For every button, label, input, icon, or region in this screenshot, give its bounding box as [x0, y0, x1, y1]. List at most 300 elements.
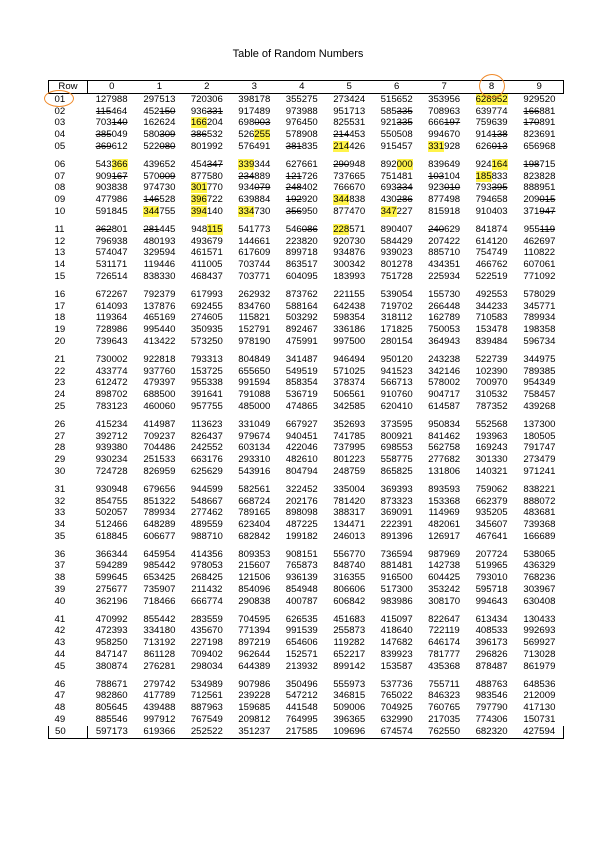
page-title: Table of Random Numbers [232, 48, 364, 60]
table-cell: 549519 [285, 365, 318, 377]
table-cell: 806606 [333, 584, 366, 596]
table-cell: 435368 [428, 660, 461, 672]
table-cell [515, 117, 563, 129]
table-cell: 460060 [143, 400, 176, 412]
highlighted-digits: 164 [491, 158, 508, 170]
table-cell: 298034 [190, 660, 223, 672]
table-cell: 929520 [523, 93, 556, 105]
struck-digits: 286 [396, 194, 413, 206]
table-row [49, 637, 564, 649]
table-cell [231, 159, 278, 171]
table-cell: 995440 [143, 324, 176, 336]
table-cell [183, 117, 230, 129]
table-cell: 891396 [380, 530, 413, 542]
digits: 570 [143, 170, 160, 182]
table-cell: 703771 [238, 270, 271, 282]
table-cell: 110822 [523, 247, 556, 259]
row-label: 17 [54, 300, 66, 312]
table-cell: 751481 [380, 170, 413, 182]
table-cell: 212009 [523, 690, 556, 702]
table-cell: 578908 [285, 129, 318, 141]
digits: 909 [95, 170, 112, 182]
table-cell: 950120 [380, 353, 413, 365]
table-cell: 435670 [190, 625, 223, 637]
table-cell: 823691 [523, 129, 556, 141]
table-cell: 342146 [428, 365, 461, 377]
table-cell: 614093 [95, 300, 128, 312]
row-label: 23 [54, 377, 66, 389]
table-cell: 904717 [428, 389, 461, 401]
table-cell: 209812 [238, 714, 271, 726]
table-cell: 119364 [95, 312, 128, 324]
table-cell: 603134 [238, 442, 271, 454]
highlighted-digits: 396 [190, 194, 207, 206]
table-cell [420, 224, 467, 236]
table-row [49, 259, 564, 271]
row-label: 16 [54, 288, 66, 300]
table-cell: 493679 [190, 235, 223, 247]
struck-digits: 198 [523, 158, 540, 170]
row-label: 47 [54, 690, 66, 702]
table-cell: 293310 [238, 454, 271, 466]
digits: 227 [396, 205, 413, 217]
row-label: 14 [54, 259, 66, 271]
row-label: 01 [54, 93, 66, 105]
table-cell: 639774 [475, 105, 508, 117]
table-cell: 472393 [95, 625, 128, 637]
table-cell: 991594 [238, 377, 271, 389]
table-cell: 417789 [143, 690, 176, 702]
table-row [49, 614, 564, 626]
table-cell: 907986 [238, 678, 271, 690]
table-cell: 477986 [95, 194, 128, 206]
row-label: 45 [54, 660, 66, 672]
table-row [49, 549, 564, 561]
table-cell: 345607 [475, 519, 508, 531]
table-cell: 346815 [333, 690, 366, 702]
digits: 934 [238, 182, 255, 194]
table-cell: 380874 [95, 660, 128, 672]
table-cell: 848740 [333, 560, 366, 572]
table-cell: 255873 [333, 625, 366, 637]
table-cell [515, 206, 563, 218]
table-cell: 625629 [190, 465, 223, 477]
table-row [49, 141, 564, 153]
table-cell: 692455 [190, 300, 223, 312]
table-cell: 308170 [428, 595, 461, 607]
struck-digits: 947 [539, 205, 556, 217]
table-cell: 801223 [333, 454, 366, 466]
table-cell: 997912 [143, 714, 176, 726]
digits: 666 [428, 117, 445, 129]
table-cell: 239228 [238, 690, 271, 702]
table-cell: 503292 [285, 312, 318, 324]
table-cell: 290838 [238, 595, 271, 607]
table-row [49, 336, 564, 348]
table-cell: 854948 [285, 584, 318, 596]
table-cell: 846323 [428, 690, 461, 702]
digits: 955 [523, 223, 540, 235]
table-cell: 152571 [285, 649, 318, 661]
row-label: 18 [54, 312, 66, 324]
table-cell: 171825 [380, 324, 413, 336]
table-cell: 400787 [285, 595, 318, 607]
table-row [49, 679, 564, 691]
digits: 402 [301, 182, 318, 194]
digits: 445 [159, 223, 176, 235]
table-cell: 618845 [95, 530, 128, 542]
table-cell: 543916 [238, 465, 271, 477]
table-cell: 946494 [333, 353, 366, 365]
struck-digits: 015 [539, 194, 556, 206]
digits: 838 [349, 194, 366, 206]
struck-digits: 369 [95, 140, 112, 152]
digits: 921 [380, 117, 397, 129]
table-cell: 606842 [333, 595, 366, 607]
digits: 526 [238, 129, 255, 141]
table-cell: 762550 [420, 726, 467, 738]
table-cell [468, 129, 515, 141]
table-cell: 597173 [88, 726, 136, 738]
table-cell: 573250 [190, 335, 223, 347]
table-cell: 502057 [95, 507, 128, 519]
digits: 722 [206, 194, 223, 206]
table-cell: 350935 [190, 324, 223, 336]
table-cell [136, 129, 183, 141]
table-cell: 519965 [475, 560, 508, 572]
row-01-circle-annotation [44, 90, 74, 107]
highlighted-digits: 301 [190, 182, 207, 194]
table-cell: 865825 [380, 465, 413, 477]
table-cell: 398178 [238, 93, 271, 105]
table-row [49, 224, 564, 236]
table-row [49, 661, 564, 673]
table-cell: 134471 [333, 519, 366, 531]
table-cell: 939380 [95, 442, 128, 454]
table-cell: 199182 [285, 530, 318, 542]
table-cell: 937760 [143, 365, 176, 377]
table-cell: 854096 [238, 584, 271, 596]
table-cell: 617609 [238, 247, 271, 259]
table-row [49, 531, 564, 543]
table-cell: 193963 [475, 430, 508, 442]
table-cell: 822647 [428, 613, 461, 625]
row-label: 36 [54, 548, 66, 560]
highlighted-digits: 214 [333, 140, 350, 152]
table-row [49, 496, 564, 508]
highlighted-digits: 166 [190, 117, 207, 129]
table-cell: 730002 [95, 353, 128, 365]
table-cell: 679656 [143, 483, 176, 495]
table-cell: 300342 [333, 259, 366, 271]
table-cell [515, 224, 563, 236]
table-cell: 466762 [475, 259, 508, 271]
table-cell: 736594 [380, 548, 413, 560]
row-label: 49 [54, 714, 66, 726]
table-cell: 839484 [475, 335, 508, 347]
row-label: 21 [54, 353, 66, 365]
table-cell: 475991 [285, 335, 318, 347]
struck-digits: 192 [285, 194, 302, 206]
table-cell: 739643 [95, 335, 128, 347]
table-cell: 703744 [238, 259, 271, 271]
table-cell: 482061 [428, 519, 461, 531]
struck-digits: 080 [159, 140, 176, 152]
table-cell: 994643 [475, 595, 508, 607]
table-cell: 916500 [380, 572, 413, 584]
table-cell: 939023 [380, 247, 413, 259]
table-cell: 541773 [238, 223, 271, 235]
table-cell: 578029 [523, 288, 556, 300]
table-cell: 144661 [238, 235, 271, 247]
table-body [49, 93, 564, 738]
table-cell: 604095 [285, 270, 318, 282]
table-row [49, 236, 564, 248]
table-cell [183, 129, 230, 141]
table-cell: 318112 [381, 312, 413, 324]
table-cell: 310532 [475, 389, 508, 401]
table-cell: 467641 [475, 530, 508, 542]
table-cell: 644389 [238, 660, 271, 672]
table-row [49, 419, 564, 431]
table-cell: 482610 [285, 454, 318, 466]
highlighted-digits: 344 [143, 205, 160, 217]
struck-digits: 334 [396, 182, 413, 194]
table-cell: 718466 [143, 595, 176, 607]
digits: 920 [301, 194, 318, 206]
table-cell: 627661 [285, 158, 318, 170]
table-cell: 344975 [523, 353, 556, 365]
table-cell: 713192 [143, 637, 176, 649]
table-cell [278, 206, 325, 218]
table-cell: 211432 [191, 584, 223, 596]
table-cell: 737995 [333, 442, 366, 454]
struck-digits: 234 [238, 170, 255, 182]
table-cell: 487225 [285, 519, 318, 531]
table-cell: 797790 [475, 702, 508, 714]
table-cell: 759062 [475, 483, 508, 495]
table-cell: 982860 [95, 690, 128, 702]
table-cell [136, 224, 183, 236]
table-cell [183, 206, 230, 218]
digits: 950 [301, 205, 318, 217]
table-cell: 113623 [191, 418, 223, 430]
table-cell: 950834 [428, 418, 461, 430]
table-cell: 614120 [475, 235, 508, 247]
table-cell: 735907 [143, 584, 176, 596]
table-cell: 391641 [190, 389, 223, 401]
table-row [49, 206, 564, 218]
table-row [49, 401, 564, 413]
table-cell: 826959 [143, 465, 176, 477]
row-label: 11 [54, 223, 65, 235]
digits: 730 [254, 205, 271, 217]
highlighted-digits: 331 [428, 140, 445, 152]
table-cell: 700970 [475, 377, 508, 389]
table-cell: 997500 [333, 335, 366, 347]
digits: 430 [380, 194, 397, 206]
table-cell: 364943 [428, 335, 461, 347]
table-cell: 566713 [380, 377, 413, 389]
table-cell: 767549 [190, 714, 223, 726]
table-cell: 242552 [190, 442, 223, 454]
table-cell: 180505 [523, 430, 556, 442]
table-cell: 451683 [333, 613, 366, 625]
row-label: 20 [54, 335, 66, 347]
highlighted-digits: 115 [207, 223, 223, 235]
digits: 770 [206, 182, 223, 194]
table-row [49, 301, 564, 313]
table-cell: 162624 [143, 117, 176, 129]
table-cell: 739368 [523, 519, 556, 531]
table-cell: 623404 [238, 519, 271, 531]
table-cell: 944599 [190, 483, 223, 495]
table-cell: 121506 [238, 572, 271, 584]
table-cell: 137300 [523, 418, 556, 430]
table-cell: 142738 [428, 560, 461, 572]
table-cell: 720306 [190, 93, 223, 105]
table-cell: 422046 [285, 442, 318, 454]
table-row [49, 171, 564, 183]
table-cell: 552568 [475, 418, 508, 430]
table-cell: 789934 [143, 507, 176, 519]
table-cell: 479397 [143, 377, 176, 389]
table-cell [420, 117, 467, 129]
table-cell: 604425 [428, 572, 461, 584]
table-cell [515, 159, 563, 171]
table-cell: 562758 [428, 442, 461, 454]
table-row [49, 182, 564, 194]
digits: 612 [111, 140, 128, 152]
table-cell [231, 182, 278, 194]
table-row [49, 690, 564, 702]
column-header-4: 4 [278, 81, 325, 94]
digits: 936 [190, 105, 207, 117]
table-cell: 153368 [428, 495, 461, 507]
row-label: 50 [49, 726, 88, 738]
table-cell: 303967 [523, 584, 556, 596]
row-label: 43 [54, 637, 66, 649]
row-label: 34 [54, 519, 66, 531]
table-cell [373, 106, 420, 118]
table-cell: 322452 [285, 483, 318, 495]
digits: 371 [523, 205, 540, 217]
table-cell: 273479 [523, 454, 556, 466]
digits: 626 [475, 140, 492, 152]
table-cell: 958250 [95, 637, 128, 649]
table-cell: 899142 [333, 660, 366, 672]
table-row [49, 560, 564, 572]
table-cell: 682320 [468, 726, 515, 738]
table-cell: 955338 [190, 377, 223, 389]
table-cell: 704925 [380, 702, 413, 714]
digits: 726 [301, 170, 318, 182]
table-cell: 841874 [475, 223, 508, 235]
table-cell: 576491 [238, 140, 271, 152]
table-cell [136, 106, 183, 118]
highlighted-digits: 366 [111, 158, 128, 170]
digits: 571 [349, 223, 366, 235]
table-cell: 774306 [475, 714, 508, 726]
table-cell: 350496 [285, 678, 318, 690]
table-row [49, 625, 564, 637]
table-cell [231, 206, 278, 218]
table-row [49, 159, 564, 171]
table-cell: 688500 [143, 389, 176, 401]
table-cell: 878487 [475, 660, 508, 672]
table-cell: 834760 [238, 300, 271, 312]
row-label: 12 [54, 235, 66, 247]
table-cell: 468437 [190, 270, 223, 282]
row-label: 39 [54, 584, 66, 596]
table-cell: 951713 [333, 105, 366, 117]
table-cell: 155730 [428, 288, 461, 300]
digits: 453 [349, 129, 366, 141]
table-cell: 974730 [143, 182, 176, 194]
table-row [49, 324, 564, 336]
table-cell [420, 182, 467, 194]
table-cell: 988710 [190, 530, 223, 542]
row-label: 29 [54, 454, 66, 466]
table-cell [183, 106, 230, 118]
digits: 891 [539, 117, 556, 129]
table-cell: 983546 [475, 690, 508, 702]
table-cell [231, 129, 278, 141]
struck-digits: 386 [190, 129, 207, 141]
table-cell: 512466 [95, 519, 128, 531]
table-cell [88, 141, 136, 153]
table-cell: 941523 [380, 365, 413, 377]
table-cell: 789934 [523, 312, 556, 324]
table-cell: 838221 [523, 483, 556, 495]
table-cell: 899718 [285, 247, 318, 259]
table-cell [373, 159, 420, 171]
table-cell [88, 106, 136, 118]
row-label: 48 [54, 702, 66, 714]
table-cell: 877580 [190, 170, 223, 182]
table-cell: 861979 [523, 660, 556, 672]
digits: 835 [301, 140, 318, 152]
table-cell: 436329 [523, 560, 556, 572]
table-cell: 709402 [190, 649, 223, 661]
table-cell: 920730 [333, 235, 366, 247]
table-cell: 159685 [238, 702, 271, 714]
table-cell: 547212 [285, 690, 318, 702]
table-cell: 754749 [475, 247, 508, 259]
table-cell: 213932 [285, 660, 318, 672]
table-cell: 262932 [238, 288, 271, 300]
digits: 889 [254, 170, 271, 182]
table-cell: 251533 [143, 454, 176, 466]
row-label: 19 [54, 324, 66, 336]
table-cell [325, 159, 372, 171]
table-cell: 991539 [285, 625, 318, 637]
table-cell: 413422 [143, 335, 176, 347]
struck-digits: 010 [444, 182, 461, 194]
table-row [49, 484, 564, 496]
table-cell: 341487 [285, 353, 318, 365]
row-label: 27 [54, 430, 66, 442]
table-cell: 934876 [333, 247, 366, 259]
table-cell: 861128 [143, 649, 176, 661]
table-cell: 373595 [380, 418, 413, 430]
digits: 522 [143, 140, 160, 152]
table-cell: 334180 [143, 625, 176, 637]
table-cell: 465169 [143, 312, 176, 324]
table-cell: 316355 [333, 572, 366, 584]
table-cell [88, 129, 136, 141]
table-cell: 892467 [285, 324, 318, 336]
